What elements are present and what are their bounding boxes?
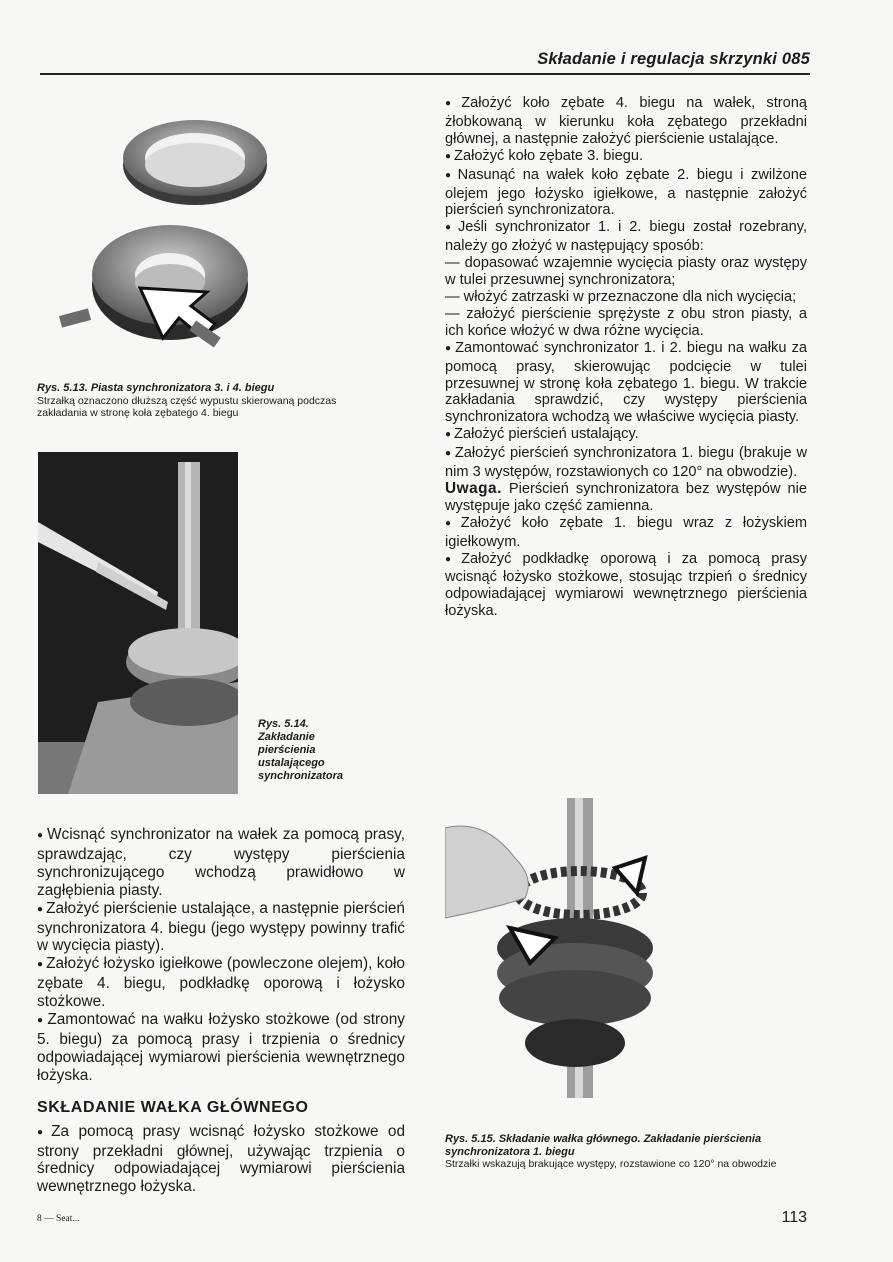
figure-5-15-title: Rys. 5.15. Składanie wałka głównego. Zakładanie pierścienia synchronizatora 1. biegu (445, 1133, 762, 1158)
figure-5-13-title: Rys. 5.13. Piasta synchronizatora 3. i 4. biegu (37, 382, 275, 394)
paragraph: ● Założyć koło zębate 1. biegu wraz z łożyskiem igiełkowym. (445, 515, 807, 551)
paragraph: ● Jeśli synchronizator 1. i 2. biegu został rozebrany, należy go złożyć w następujący sposób: (445, 219, 807, 255)
right-column-text (445, 95, 807, 620)
figure-5-14-photo (38, 452, 238, 794)
note (445, 481, 807, 515)
paragraph: ● Za pomocą prasy wcisnąć łożysko stożkowe od strony przekładni głównej, używając trzpienia o średnicy odpowiadającej wymiarowi pierścienia wewnętrznego łożyska. (37, 1123, 405, 1197)
dash-item: — włożyć zatrzaski w przeznaczone dla nich wycięcia; (445, 288, 797, 305)
figure-5-13-description: Strzałką oznaczono dłuższą część wypustu skierowaną podczas zakładania w stronę koła zębatego 4. biegu (37, 394, 337, 419)
figure-5-15-description: Strzałki wskazują brakujące występy, rozstawione co 120° na obwodzie (445, 1158, 777, 1170)
dash-item: — założyć pierścienie sprężyste z obu stron piasty, a ich końce włożyć w dwa różne wycięcia. (445, 305, 807, 339)
figure-5-15-photo (445, 798, 655, 1116)
paragraph: ● Założyć łożysko igiełkowe (powleczone olejem), koło zębate 4. biegu, podkładkę oporową i łożysko stożkowe. (37, 955, 405, 1011)
dash-item: — dopasować wzajemnie wycięcia piasty oraz występy w tulei przesuwnej synchronizatora; (445, 255, 807, 289)
left-column-text (37, 826, 405, 1196)
paragraph: ● Założyć koło zębate 4. biegu na wałek, stroną żłobkowaną w kierunku koła zębatego przekładni głównej, a następnie założyć pierścienie ustalające. (445, 95, 807, 148)
paragraph: ● Zamontować na wałku łożysko stożkowe (od strony 5. biegu) za pomocą prasy i trzpienia o średnicy odpowiadającej wymiarowi pierścienia wewnętrznego łożyska. (37, 1011, 405, 1085)
header-rule (40, 73, 810, 75)
figure-5-13-caption (37, 382, 367, 420)
footer-note: 8 — Seat... (37, 1214, 80, 1224)
figure-5-14-title-line: ustalającego (258, 757, 325, 769)
figure-5-13-photo (55, 110, 355, 365)
figure-5-14-title-line: Rys. 5.14. (258, 718, 309, 730)
synchronizer-sleeve (123, 120, 267, 205)
note-label: Uwaga. (445, 479, 502, 497)
paragraph: ● Zamontować synchronizator 1. i 2. biegu na wałku za pomocą prasy, skierowując podcięcie w tulei przesuwnej w stronę koła zębatego 1. biegu. W trakcie zakładania sprawdzić, czy występy pierścienia synchronizatora wchodzą we właściwe wycięcia piasty. (445, 340, 807, 427)
detent-pin (59, 308, 91, 327)
figure-5-14-title-line: synchronizatora (258, 770, 343, 782)
paragraph: ● Nasunąć na wałek koło zębate 2. biegu i zwilżone olejem jego łożysko igiełkowe, a następnie założyć pierścień synchronizatora. (445, 167, 807, 220)
section-heading: SKŁADANIE WAŁKA GŁÓWNEGO (37, 1098, 309, 1116)
paragraph: ● Wcisnąć synchronizator na wałek za pomocą prasy, sprawdzając, czy występy pierścienia synchronizującego wchodzą prawidłowo w zagłębienia piasty. (37, 826, 405, 900)
note-text: Pierścień synchronizatora bez występów nie występuje jako część zamienna. (445, 480, 807, 514)
page-number: 113 (781, 1209, 807, 1226)
figure-5-14-title-line: Zakładanie (258, 731, 315, 743)
page-header-title: Składanie i regulacja skrzynki 085 (537, 50, 810, 68)
paragraph: ● Założyć pierścień synchronizatora 1. biegu (brakuje w nim 3 występów, rozstawionych co 120° na obwodzie). (445, 445, 807, 481)
paragraph: ● Założyć podkładkę oporową i za pomocą prasy wcisnąć łożysko stożkowe, stosując trzpień o średnicy odpowiadającej wymiarowi wewnętrznego pierścienia łożyska. (445, 551, 807, 621)
figure-5-15-caption (445, 1133, 810, 1171)
figure-5-14-title-line: pierścienia (258, 744, 316, 756)
paragraph: ● Założyć pierścienie ustalające, a następnie pierścień synchronizatora 4. biegu (jego występy powinny trafić w wycięcia piasty). (37, 900, 405, 956)
figure-5-14-caption (258, 718, 368, 783)
paragraph: ● Założyć koło zębate 3. biegu. (445, 148, 807, 167)
paragraph: ● Założyć pierścień ustalający. (445, 426, 807, 445)
